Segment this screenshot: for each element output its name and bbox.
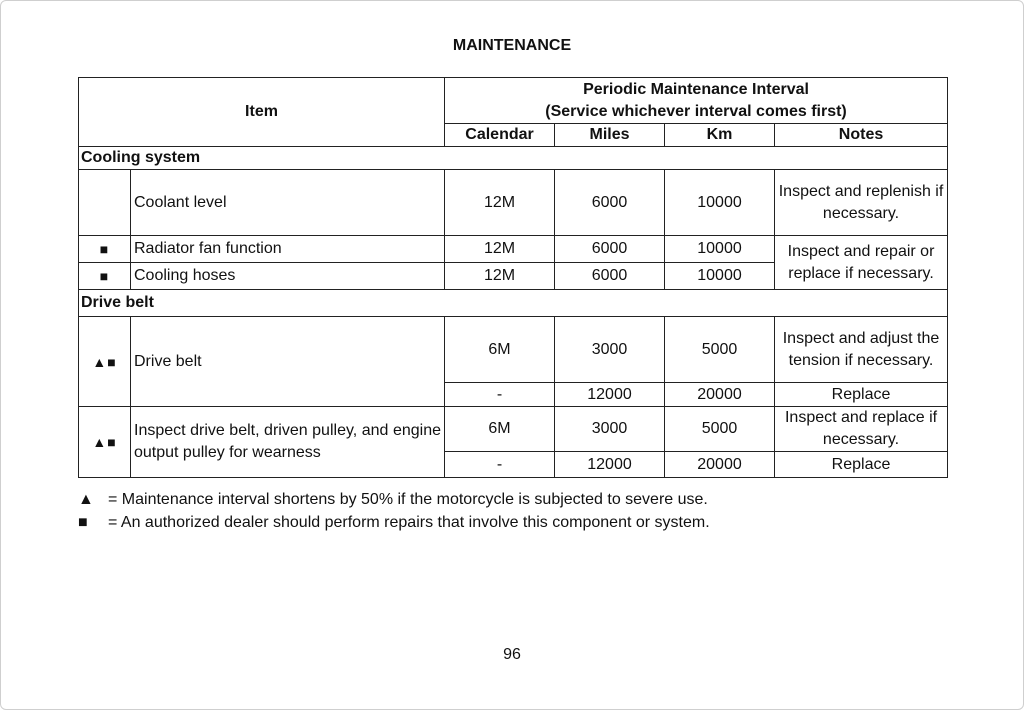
legend-triangle-text: = Maintenance interval shortens by 50% if the motorcycle is subjected to severe use. — [108, 491, 708, 508]
header-item: Item — [79, 78, 445, 147]
row-calendar: 6M — [445, 407, 555, 452]
row-miles: 12000 — [555, 383, 665, 407]
row-km: 5000 — [665, 317, 775, 383]
row-km: 10000 — [665, 170, 775, 236]
header-interval — [445, 78, 948, 124]
row-calendar: 12M — [445, 170, 555, 236]
row-notes: Inspect and adjust the tension if necessary. — [775, 317, 948, 383]
row-miles: 6000 — [555, 236, 665, 263]
row-mark: ▲■ — [79, 407, 131, 478]
row-item: Drive belt — [131, 317, 445, 407]
row-notes: Replace — [775, 383, 948, 407]
triangle-icon: ▲ — [78, 491, 94, 508]
row-notes: Inspect and replace if necessary. — [775, 407, 948, 452]
row-notes: Replace — [775, 452, 948, 478]
row-calendar: - — [445, 452, 555, 478]
header-interval-line1: Periodic Maintenance Interval — [583, 80, 809, 98]
section-row-cooling — [79, 147, 948, 170]
row-miles: 3000 — [555, 317, 665, 383]
row-miles: 6000 — [555, 170, 665, 236]
row-km: 5000 — [665, 407, 775, 452]
row-calendar: 6M — [445, 317, 555, 383]
row-mark: ▲■ — [79, 317, 131, 407]
row-mark: ■ — [79, 263, 131, 290]
row-notes-shared: Inspect and repair or replace if necessary. — [775, 236, 948, 290]
row-calendar: 12M — [445, 263, 555, 290]
table-row-pulley-a — [79, 407, 948, 452]
row-item: Cooling hoses — [131, 263, 445, 290]
row-mark: ■ — [79, 236, 131, 263]
header-miles: Miles — [555, 124, 665, 147]
row-miles: 6000 — [555, 263, 665, 290]
row-km: 10000 — [665, 263, 775, 290]
table-row-coolant — [79, 170, 948, 236]
page-title: MAINTENANCE — [452, 37, 572, 54]
row-miles: 12000 — [555, 452, 665, 478]
legend — [78, 488, 710, 534]
header-notes: Notes — [775, 124, 948, 147]
header-interval-line2: (Service whichever interval comes first) — [545, 102, 847, 120]
row-mark — [79, 170, 131, 236]
section-row-drive — [79, 290, 948, 317]
row-km: 20000 — [665, 383, 775, 407]
row-item: Radiator fan function — [131, 236, 445, 263]
section-drive-belt: Drive belt — [79, 290, 948, 317]
section-cooling-system: Cooling system — [79, 147, 948, 170]
header-calendar: Calendar — [445, 124, 555, 147]
page-number: 96 — [503, 646, 521, 663]
row-item: Coolant level — [131, 170, 445, 236]
maintenance-table — [78, 77, 948, 478]
header-km: Km — [665, 124, 775, 147]
header-row-1 — [79, 78, 948, 124]
legend-square-text: = An authorized dealer should perform repairs that involve this component or system. — [108, 514, 710, 531]
row-calendar: - — [445, 383, 555, 407]
row-km: 20000 — [665, 452, 775, 478]
row-miles: 3000 — [555, 407, 665, 452]
table-row-drive-belt-a — [79, 317, 948, 383]
row-item: Inspect drive belt, driven pulley, and engine output pulley for wearness — [131, 407, 445, 478]
square-icon: ■ — [78, 514, 88, 531]
row-calendar: 12M — [445, 236, 555, 263]
table-row-radiator — [79, 236, 948, 263]
row-km: 10000 — [665, 236, 775, 263]
legend-triangle — [78, 488, 710, 511]
row-notes: Inspect and replenish if necessary. — [775, 170, 948, 236]
legend-square — [78, 511, 710, 534]
